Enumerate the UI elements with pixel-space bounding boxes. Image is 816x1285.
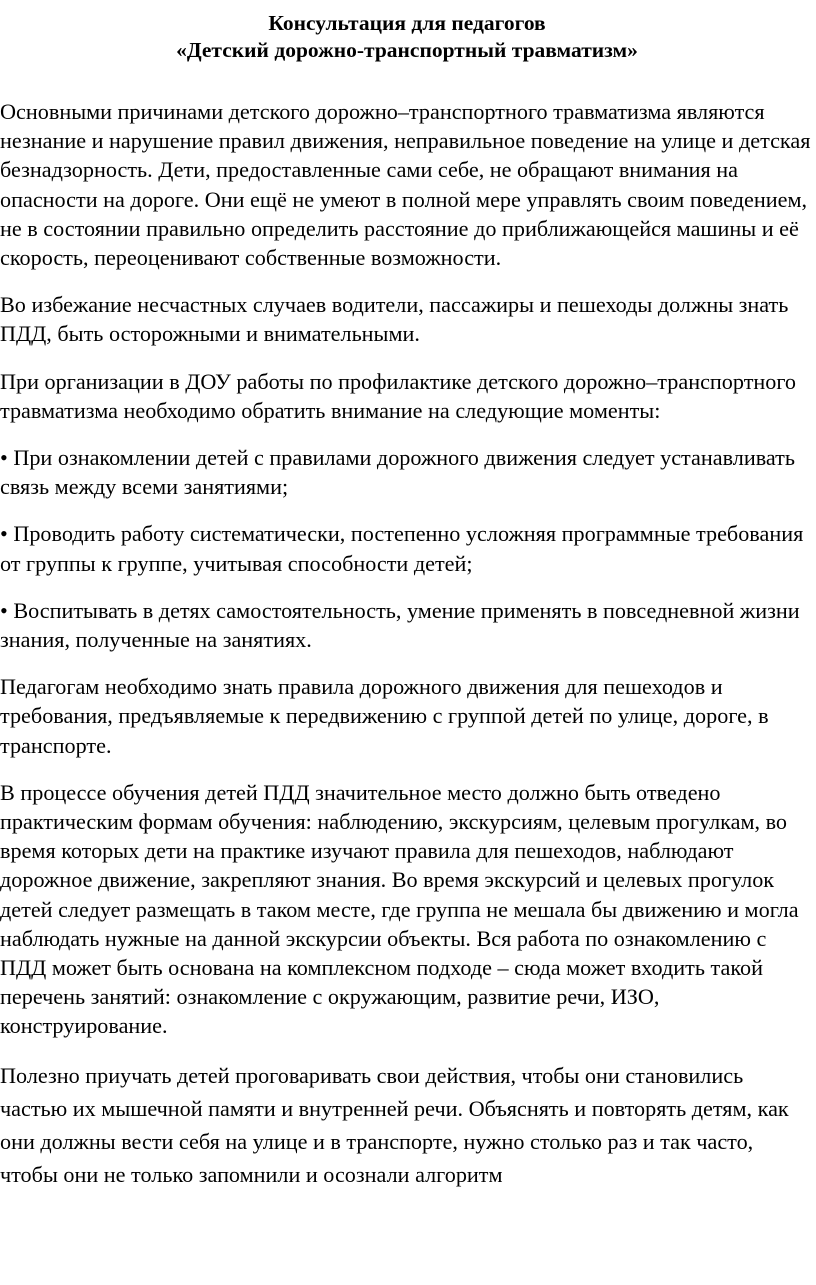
paragraph-causes: Основными причинами детского дорожно–транспортного травматизма являются незнание и нарушение правил движения, неправильное поведение на улице и детская безнадзорность. Дети, предоставленные сами себе, не обращают внимания на опасности на дороге. Они ещё не умеют в полной мере управлять своим поведением, не в состоянии правильно определить расстояние до приближающейся машины и её скорость, переоценивают собственные возможности. (0, 99, 811, 271)
bullet-item-connection: • При ознакомлении детей с правилами дорожного движения следует устанавливать связь между всеми занятиями; (0, 445, 795, 500)
paragraph-learning-process: В процессе обучения детей ПДД значительное место должно быть отведено практическим формам обучения: наблюдению, экскурсиям, целевым прогулкам, во время которых дети на практике изучают правила для пешеходов, наблюдают дорожное движение, закрепляют знания. Во время экскурсий и целевых прогулок детей следует размещать в таком месте, где группа не мешала бы движению и могла наблюдать нужные на данной экскурсии объекты. Вся работа по ознакомлению с ПДД может быть основана на комплексном подходе – сюда может входить такой перечень занятий: ознакомление с окружающим, развитие речи, ИЗО, конструирование. (0, 779, 799, 1039)
bullet-item-systematic: • Проводить работу систематически, постепенно усложняя программные требования от группы к группе, учитывая способности детей; (0, 521, 804, 576)
paragraph-teachers: Педагогам необходимо знать правила дорожного движения для пешеходов и требования, предъявляемые к передвижению с группой детей по улице, дороге, в транспорте. (0, 674, 769, 758)
document-title (0, 10, 814, 64)
bullet-item-independence: • Воспитывать в детях самостоятельность, умение применять в повседневной жизни знания, полученные на занятиях. (0, 597, 800, 653)
paragraph-organization: При организации в ДОУ работы по профилактике детского дорожно–транспортного травматизма необходимо обратить внимание на следующие моменты: (0, 368, 796, 423)
paragraph-verbalize: Полезно приучать детей проговаривать свои действия, чтобы они становились частью их мышечной памяти и внутренней речи. Объяснять и повторять детям, как они должны вести себя на улице и в транспорте, нужно столько раз и так часто, чтобы они не только запомнили и осознали алгоритм (0, 1062, 789, 1187)
paragraph-avoidance: Во избежание несчастных случаев водители, пассажиры и пешеходы должны знать ПДД, быть осторожными и внимательными. (0, 292, 789, 347)
title-line-1: Консультация для педагогов (268, 11, 546, 35)
title-line-2: «Детский дорожно-транспортный травматизм» (176, 38, 638, 62)
